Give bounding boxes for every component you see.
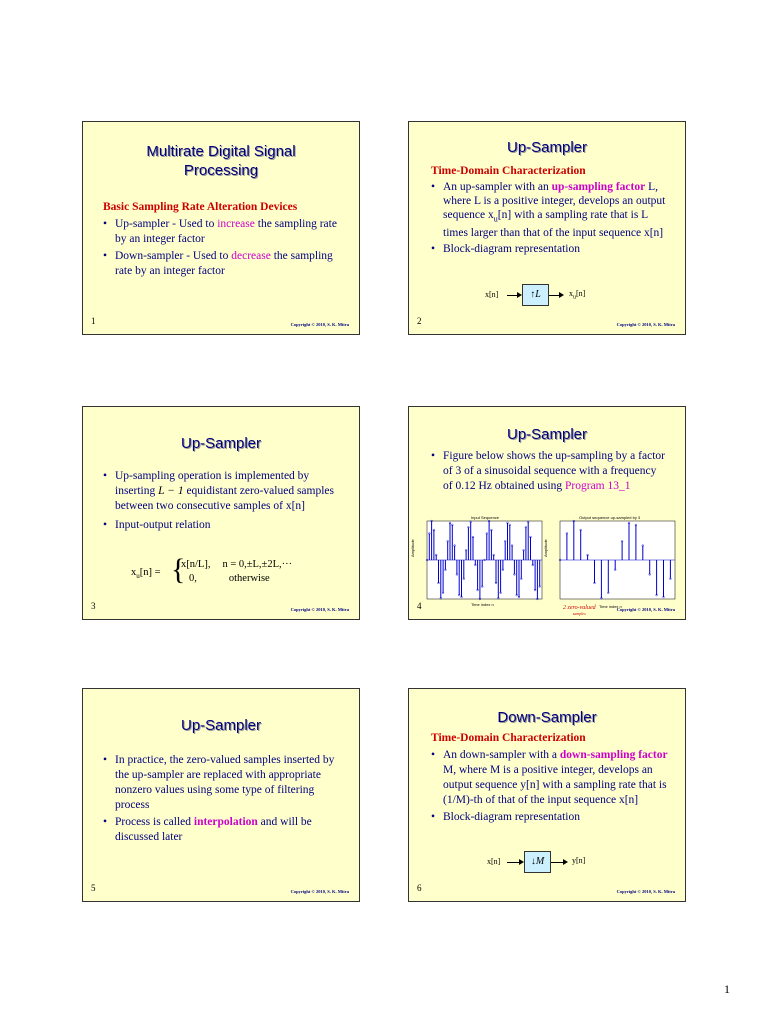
bullet-text: Up-sampling operation is implemented by inserting — [115, 470, 310, 497]
slide-title: Down-Sampler — [497, 709, 597, 726]
output-symbol: x — [569, 289, 573, 298]
bullet-highlight: decrease — [231, 250, 271, 262]
bullet — [431, 242, 671, 257]
slide-body — [431, 731, 669, 827]
equation-case-1 — [181, 559, 292, 570]
slide-heading: Time-Domain Characterization — [431, 165, 586, 177]
bullet-text: Block-diagram representation — [443, 243, 580, 256]
bullet-text: equidistant zero-valued samples between two consecutive samples of x[n] — [115, 485, 334, 512]
slide-4 — [408, 406, 686, 620]
diagram-output-label — [569, 289, 585, 301]
slide-6 — [408, 688, 686, 902]
output-index: [n] — [576, 289, 586, 298]
diagram-output-label: y[n] — [572, 856, 586, 865]
copyright: Copyright © 2010, S. K. Mitra — [290, 607, 349, 612]
bullet — [103, 753, 345, 813]
bullet-text: An up-sampler with an — [443, 181, 552, 193]
slide-body — [431, 164, 671, 259]
slide-2 — [408, 121, 686, 335]
plot-annotation — [563, 605, 596, 617]
bullet — [431, 449, 667, 494]
bullet-text: Up-sampler - Used to — [115, 218, 218, 230]
slide-number: 4 — [417, 601, 422, 611]
slide-number: 3 — [91, 601, 96, 611]
subscript: u — [493, 214, 498, 224]
slide-number: 1 — [91, 316, 96, 326]
copyright: Copyright © 2010, S. K. Mitra — [290, 889, 349, 894]
math-expression: L − 1 — [158, 485, 184, 497]
page-number: 1 — [724, 982, 730, 996]
diagram-input-label: x[n] — [485, 290, 499, 299]
slide-3 — [82, 406, 360, 620]
bullet-text: M, where M is a positive integer, develops an output sequence y[n] with a sampling rate that is (1/M)-th of that of the input sequence x[n] — [443, 764, 667, 806]
bullet-text: L, where L is a positive integer, develops an output sequence x — [443, 181, 666, 221]
plot2-ylabel: Amplitude — [543, 539, 548, 557]
equation-brace: { — [171, 553, 186, 586]
upsampler-block: ↑L — [522, 284, 549, 306]
stem-plots — [417, 513, 681, 613]
plot1-title: Input Sequence — [471, 515, 500, 520]
slide-body — [103, 200, 345, 281]
bullet-text: An down-sampler with a — [443, 749, 560, 761]
bullet-text: [n] with a sampling rate that is L times larger than that of the input sequence x[n] — [443, 209, 664, 240]
copyright: Copyright © 2010, S. K. Mitra — [290, 322, 349, 327]
bullet-text: Down-sampler - Used to — [115, 250, 232, 262]
slide-1 — [82, 121, 360, 335]
upsampled-sequence-plot — [559, 520, 675, 599]
bullet-highlight: increase — [217, 218, 255, 230]
slide-number: 5 — [91, 883, 96, 893]
bullet-text: Block-diagram representation — [443, 811, 580, 823]
bullet — [431, 810, 669, 825]
diagram-input-label: x[n] — [487, 857, 501, 866]
bullet-highlight: Program 13_1 — [565, 480, 631, 492]
case-value: x[n/L], — [181, 559, 211, 570]
lhs-index: [n] = — [139, 567, 161, 578]
slide-title: Up-Sampler — [180, 717, 262, 734]
bullet-highlight: interpolation — [193, 816, 258, 828]
downsampler-block: ↓M — [524, 851, 551, 873]
bullet — [431, 180, 671, 240]
equation-lhs — [131, 567, 161, 580]
copyright: Copyright © 2010, S. K. Mitra — [616, 607, 675, 612]
slide-title: Up-Sampler — [180, 435, 262, 452]
input-sequence-plot — [426, 520, 542, 600]
copyright: Copyright © 2010, S. K. Mitra — [616, 322, 675, 327]
slide-heading: Time-Domain Characterization — [431, 732, 586, 744]
bullet-text: the sampling rate by an integer factor — [115, 218, 337, 245]
case-condition: n = 0,±L,±2L,··· — [222, 559, 293, 570]
slide-number: 6 — [417, 883, 422, 893]
bullet — [103, 815, 345, 845]
bullet — [103, 518, 345, 533]
bullet-text: and will be discussed later — [115, 816, 312, 843]
case-value: 0, — [189, 573, 197, 584]
diagram-arrowhead — [563, 859, 568, 865]
bullet — [103, 217, 345, 247]
bullet-highlight: down-sampling factor — [559, 749, 668, 761]
annotation-line: samples — [572, 611, 586, 616]
slide-title: Multirate Digital Signal Processing — [146, 143, 296, 179]
slide-title: Up-Sampler — [506, 139, 588, 156]
lhs-symbol: x — [131, 567, 137, 578]
bullet-text: Process is called — [115, 816, 194, 828]
bullet-text: In practice, the zero-valued samples inserted by the up-sampler are replaced with appropriate nonzero values using some type of filtering process — [115, 754, 335, 811]
equation-case-2 — [189, 573, 270, 584]
plot2-title: Output sequence up-sampled by 3 — [579, 515, 641, 520]
bullet — [431, 748, 669, 808]
slide-body — [431, 449, 667, 496]
plot2-xlabel: Time index n — [599, 604, 622, 609]
bullet-text: the sampling rate by an integer factor — [115, 250, 333, 277]
bullet — [103, 249, 345, 279]
bullet — [103, 469, 345, 514]
slide-number: 2 — [417, 316, 422, 326]
slide-title: Up-Sampler — [506, 426, 588, 443]
diagram-arrowhead — [559, 292, 564, 298]
bullet-text: Figure below shows the up-sampling by a factor of 3 of a sinusoidal sequence with a frequency of 0.12 Hz obtained using — [443, 450, 665, 492]
annotation-line: 2 zero-valued — [563, 605, 596, 611]
slide-5 — [82, 688, 360, 902]
slide-body — [103, 469, 345, 535]
plot1-xlabel: Time index n — [471, 602, 494, 607]
bullet-text: Input-output relation — [115, 519, 211, 531]
subscript: u — [136, 572, 140, 581]
equation — [131, 553, 351, 589]
bullet-highlight: up-sampling factor — [551, 181, 646, 193]
subscript: u — [573, 294, 576, 301]
case-condition: otherwise — [228, 573, 270, 584]
slide-body — [103, 753, 345, 847]
copyright: Copyright © 2010, S. K. Mitra — [616, 889, 675, 894]
plot1-ylabel: Amplitude — [410, 539, 415, 557]
slide-heading: Basic Sampling Rate Alteration Devices — [103, 201, 298, 213]
